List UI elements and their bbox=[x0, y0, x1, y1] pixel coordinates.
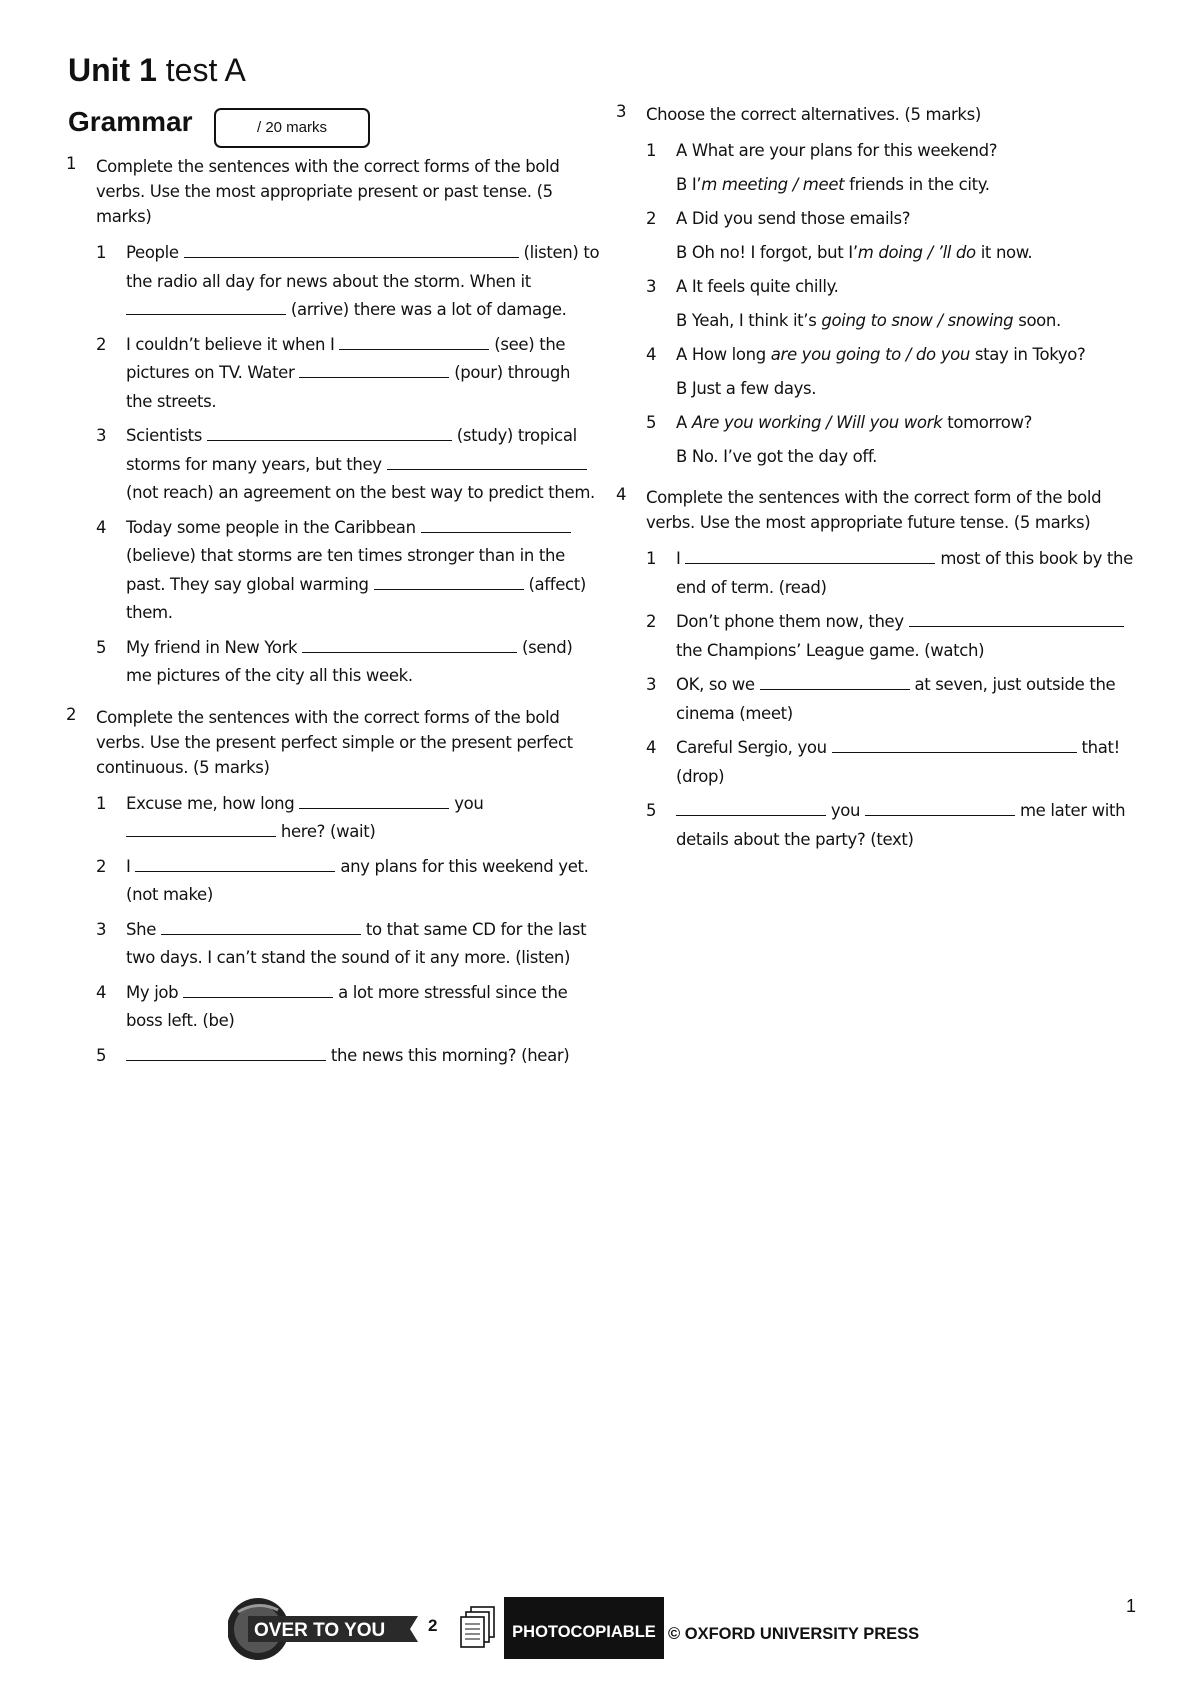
question-item bbox=[96, 634, 600, 691]
item-number: 3 bbox=[96, 426, 107, 445]
item-text: I bbox=[676, 549, 686, 568]
logo-text: OVER TO YOU bbox=[254, 1620, 386, 1641]
answer-blank[interactable] bbox=[299, 359, 449, 378]
task-4 bbox=[616, 485, 1136, 854]
item-number: 2 bbox=[646, 612, 657, 631]
item-text: a lot more stressful since the boss left. (be) bbox=[126, 982, 568, 1030]
dialog-item bbox=[646, 205, 1136, 267]
item-text: People bbox=[126, 243, 184, 262]
item-text: Excuse me, how long bbox=[126, 793, 300, 813]
task-number: 1 bbox=[66, 154, 77, 173]
task-instruction: Complete the sentences with the correct form of the bold verbs. Use the most appropriate future tense. (5 marks) bbox=[646, 488, 1102, 532]
task-number: 4 bbox=[616, 485, 627, 504]
unit-label: Unit 1 bbox=[68, 52, 157, 88]
speaker-a-line bbox=[676, 409, 1136, 437]
answer-blank[interactable] bbox=[135, 853, 335, 872]
right-column bbox=[616, 102, 1136, 868]
item-text: (arrive) there was a lot of damage. bbox=[286, 300, 567, 319]
item-text: to that same CD for the last two days. I can’t stand the sound of it any more. (listen) bbox=[126, 919, 587, 967]
marks-box: / 20 marks bbox=[214, 108, 370, 148]
speaker-b-line bbox=[676, 307, 1136, 335]
photocopiable-badge bbox=[504, 1597, 664, 1659]
alternatives[interactable]: are you going to / do you bbox=[770, 345, 970, 364]
line-text: stay in Tokyo? bbox=[969, 345, 1086, 364]
dialog-item bbox=[646, 341, 1136, 403]
item-number: 4 bbox=[96, 517, 107, 537]
answer-blank[interactable] bbox=[161, 916, 361, 935]
item-number: 2 bbox=[96, 856, 107, 876]
item-text: you bbox=[449, 793, 484, 813]
line-text: soon. bbox=[1013, 311, 1061, 330]
item-number: 4 bbox=[646, 345, 657, 364]
item-number: 3 bbox=[646, 277, 657, 296]
speaker-a-line: A It feels quite chilly. bbox=[676, 277, 839, 296]
photocopy-stack-icon bbox=[460, 1606, 496, 1650]
item-text: (not reach) an agreement on the best way to predict them. bbox=[126, 483, 595, 502]
answer-blank[interactable] bbox=[126, 818, 276, 837]
answer-blank[interactable] bbox=[865, 797, 1015, 816]
speaker-b-line bbox=[676, 171, 1136, 199]
line-text: B Yeah, I think it’s bbox=[676, 311, 822, 330]
task-1 bbox=[66, 154, 600, 691]
item-text: most of this book by the end of term. (read) bbox=[676, 549, 1133, 597]
answer-blank[interactable] bbox=[183, 979, 333, 998]
answer-blank[interactable] bbox=[374, 571, 524, 590]
item-text: the news this morning? (hear) bbox=[326, 1045, 570, 1065]
item-text: OK, so we bbox=[676, 675, 760, 694]
line-text: A How long bbox=[676, 345, 771, 364]
line-text: A bbox=[676, 413, 692, 432]
item-number: 5 bbox=[646, 413, 657, 432]
item-text: (pour) through the streets. bbox=[126, 363, 571, 411]
item-number: 3 bbox=[96, 919, 107, 939]
question-item bbox=[96, 853, 600, 910]
task-number: 3 bbox=[616, 102, 627, 121]
item-number: 5 bbox=[96, 637, 107, 657]
alternatives[interactable]: m doing / ’ll do bbox=[857, 243, 976, 262]
item-text: Don’t phone them now, they bbox=[676, 612, 909, 631]
question-item bbox=[646, 734, 1136, 791]
speaker-a-line: A What are your plans for this weekend? bbox=[676, 141, 998, 160]
line-text: friends in the city. bbox=[844, 175, 990, 194]
item-text: (believe) that storms are ten times stronger than in the past. They say global warming bbox=[126, 546, 565, 594]
item-text: you bbox=[826, 801, 866, 820]
answer-blank[interactable] bbox=[184, 239, 519, 258]
item-text: at seven, just outside the cinema (meet) bbox=[676, 675, 1116, 723]
line-text: B I’ bbox=[676, 175, 702, 194]
question-item bbox=[96, 422, 600, 508]
answer-blank[interactable] bbox=[126, 1042, 326, 1061]
question-item bbox=[646, 608, 1136, 665]
task-number: 2 bbox=[66, 704, 77, 724]
item-text: (see) the pictures on TV. Water bbox=[126, 334, 566, 382]
item-text: My job bbox=[126, 982, 184, 1002]
item-text: Careful Sergio, you bbox=[676, 738, 832, 757]
line-text: B Oh no! I forgot, but I’ bbox=[676, 243, 858, 262]
item-text: (send) me pictures of the city all this week. bbox=[126, 637, 573, 685]
answer-blank[interactable] bbox=[207, 422, 452, 441]
item-text: me later with details about the party? (text) bbox=[676, 801, 1126, 849]
dialog-item bbox=[646, 273, 1136, 335]
answer-blank[interactable] bbox=[832, 734, 1077, 753]
item-text: (listen) to the radio all day for news about the storm. When it bbox=[126, 243, 600, 291]
item-text: Scientists bbox=[126, 426, 207, 445]
question-item bbox=[96, 1042, 600, 1071]
answer-blank[interactable] bbox=[421, 514, 571, 533]
item-number: 1 bbox=[646, 549, 657, 568]
level-number: 2 bbox=[428, 1616, 438, 1635]
test-label: test A bbox=[165, 52, 246, 88]
item-text: the Champions’ League game. (watch) bbox=[676, 640, 985, 660]
line-text: it now. bbox=[975, 243, 1033, 262]
item-number: 2 bbox=[96, 334, 107, 354]
item-number: 1 bbox=[96, 243, 107, 262]
over-to-you-logo bbox=[228, 1596, 418, 1662]
task-3 bbox=[616, 102, 1136, 471]
question-item bbox=[646, 545, 1136, 602]
item-text: (study) tropical storms for many years, but they bbox=[126, 426, 577, 474]
answer-blank[interactable] bbox=[760, 671, 910, 690]
answer-blank[interactable] bbox=[685, 545, 935, 564]
alternatives[interactable]: going to snow / snowing bbox=[821, 311, 1014, 330]
item-text: here? (wait) bbox=[276, 822, 376, 841]
item-text: any plans for this weekend yet. (not make) bbox=[126, 856, 589, 904]
speaker-b-line: B Just a few days. bbox=[676, 379, 817, 398]
question-item bbox=[96, 514, 600, 628]
alternatives[interactable]: Are you working / Will you work bbox=[691, 413, 943, 432]
item-number: 5 bbox=[646, 801, 657, 820]
item-text: that! (drop) bbox=[676, 738, 1120, 786]
task-instruction: Complete the sentences with the correct forms of the bold verbs. Use the most appropriate present or past tense. (5 marks) bbox=[96, 157, 560, 226]
speaker-b-line bbox=[676, 239, 1136, 267]
question-item bbox=[96, 790, 600, 847]
item-text: My friend in New York bbox=[126, 637, 303, 657]
item-number: 3 bbox=[646, 675, 657, 694]
answer-blank[interactable] bbox=[387, 451, 587, 470]
question-item bbox=[646, 671, 1136, 728]
task-2 bbox=[66, 705, 600, 1071]
item-number: 5 bbox=[96, 1045, 107, 1065]
dialog-item bbox=[646, 409, 1136, 471]
answer-blank[interactable] bbox=[339, 331, 489, 350]
item-text: I couldn’t believe it when I bbox=[126, 334, 340, 354]
publisher-credit: © OXFORD UNIVERSITY PRESS bbox=[668, 1625, 920, 1643]
badge-text: PHOTOCOPIABLE bbox=[512, 1623, 656, 1641]
page-number: 1 bbox=[1126, 1596, 1137, 1616]
page-title bbox=[68, 52, 246, 89]
answer-blank[interactable] bbox=[126, 296, 286, 315]
item-text: Today some people in the Caribbean bbox=[126, 517, 421, 537]
speaker-b-line: B No. I’ve got the day off. bbox=[676, 447, 877, 466]
item-number: 1 bbox=[646, 141, 657, 160]
question-item bbox=[96, 916, 600, 973]
alternatives[interactable]: m meeting / meet bbox=[701, 175, 845, 194]
item-number: 4 bbox=[646, 738, 657, 757]
speaker-a-line: A Did you send those emails? bbox=[676, 209, 911, 228]
task-instruction: Choose the correct alternatives. (5 marks) bbox=[646, 105, 981, 124]
question-item bbox=[96, 239, 600, 325]
dialog-item bbox=[646, 137, 1136, 199]
item-text: I bbox=[126, 856, 136, 876]
task-instruction: Complete the sentences with the correct forms of the bold verbs. Use the present perfect simple or the present perfect continuous. (5 marks) bbox=[96, 707, 573, 777]
item-number: 4 bbox=[96, 982, 107, 1002]
answer-blank[interactable] bbox=[676, 797, 826, 816]
section-heading: Grammar bbox=[68, 106, 193, 137]
question-item bbox=[96, 979, 600, 1036]
line-text: tomorrow? bbox=[942, 413, 1033, 432]
item-text: She bbox=[126, 919, 161, 939]
left-column bbox=[66, 154, 600, 1084]
answer-blank[interactable] bbox=[299, 790, 449, 809]
question-item bbox=[96, 331, 600, 417]
answer-blank[interactable] bbox=[909, 608, 1124, 627]
answer-blank[interactable] bbox=[302, 634, 517, 653]
item-number: 1 bbox=[96, 793, 107, 813]
item-number: 2 bbox=[646, 209, 657, 228]
item-text: (affect) them. bbox=[126, 574, 586, 622]
speaker-a-line bbox=[676, 341, 1136, 369]
question-item bbox=[646, 797, 1136, 854]
